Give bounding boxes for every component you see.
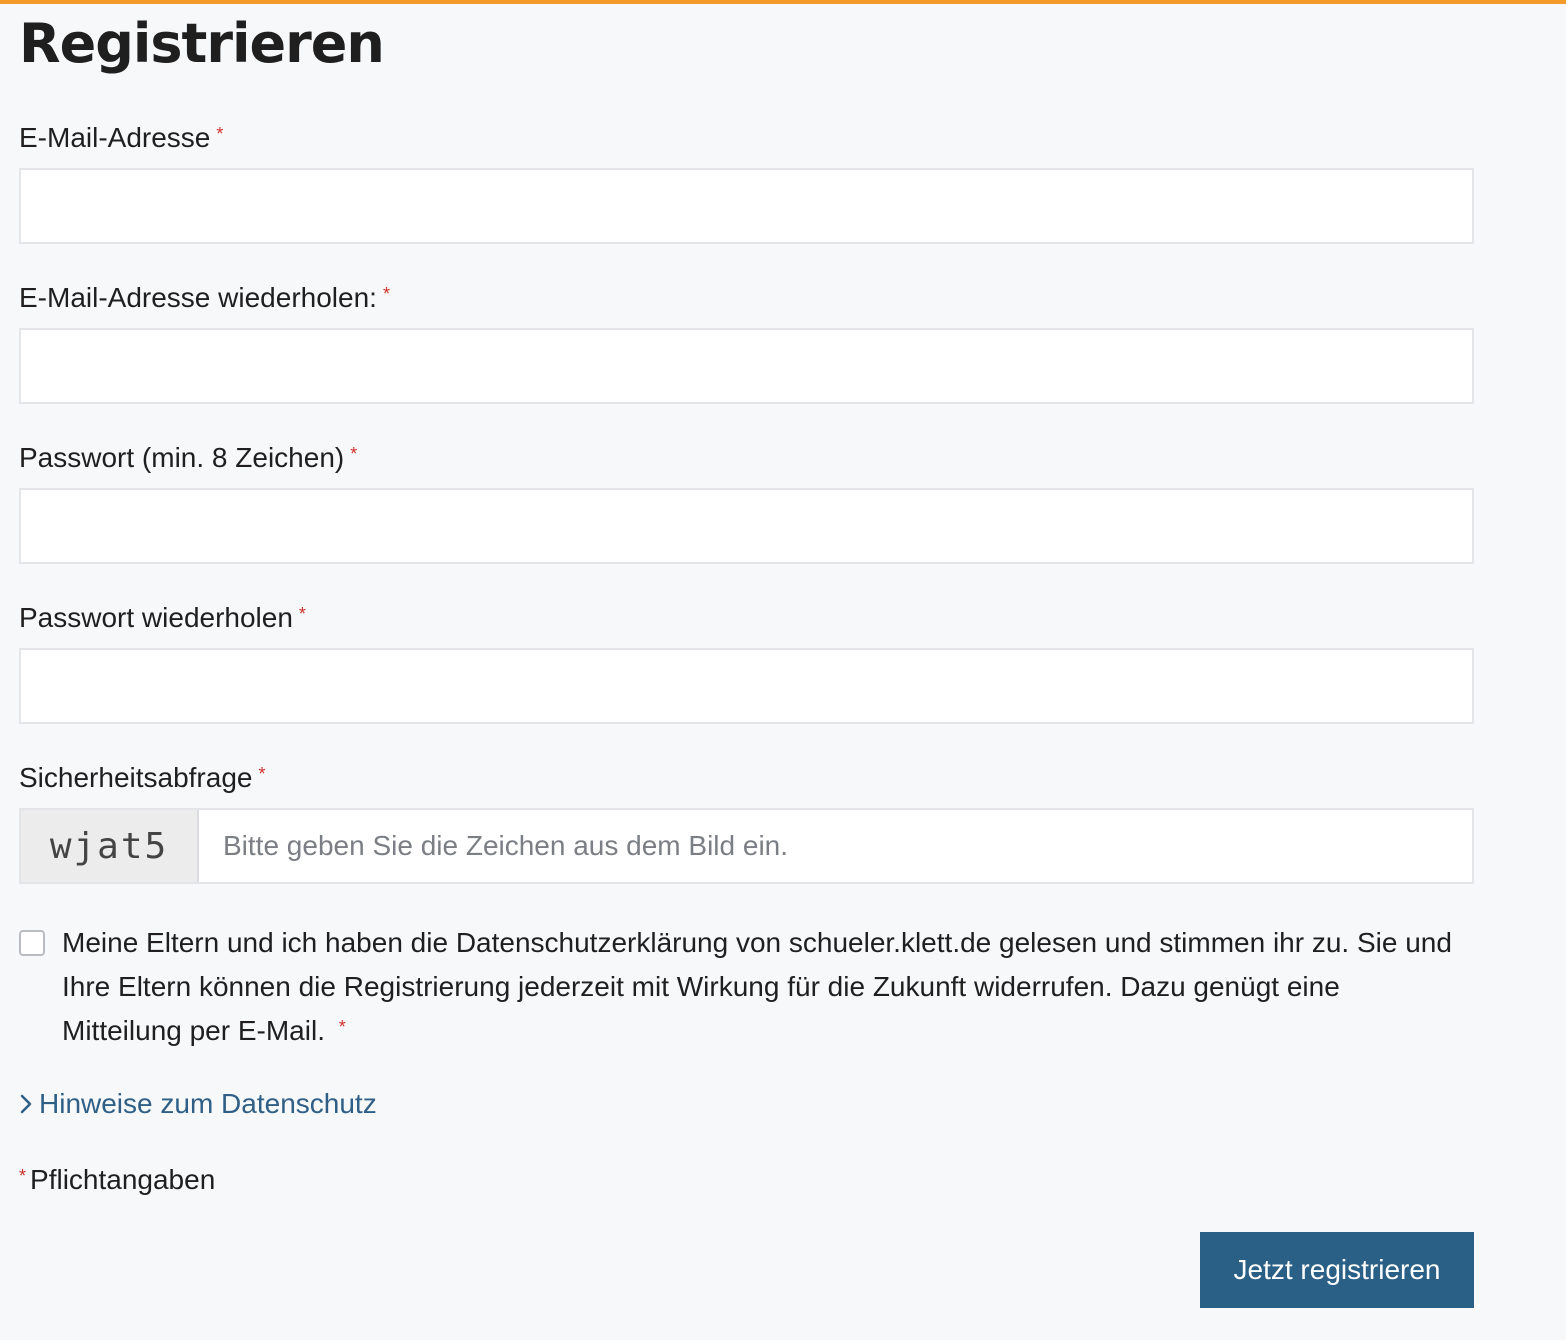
captcha-label-text: Sicherheitsabfrage xyxy=(19,762,253,793)
privacy-notes-link[interactable] xyxy=(19,1086,377,1122)
required-star: * xyxy=(338,1017,346,1037)
required-star: * xyxy=(216,124,224,144)
required-star: * xyxy=(382,284,390,304)
email-repeat-field[interactable] xyxy=(19,328,1474,404)
email-repeat-label-text: E-Mail-Adresse wiederholen: xyxy=(19,282,377,313)
registration-form xyxy=(19,4,1474,1285)
required-star: * xyxy=(258,764,266,784)
page-title: Registrieren xyxy=(19,12,384,75)
password-label-text: Passwort (min. 8 Zeichen) xyxy=(19,442,345,473)
required-star: * xyxy=(19,1166,27,1186)
captcha-image xyxy=(21,810,199,882)
chevron-right-path xyxy=(22,1096,30,1112)
password-repeat-field[interactable] xyxy=(19,648,1474,724)
password-repeat-label-text: Passwort wiederholen xyxy=(19,602,293,633)
register-button[interactable]: Jetzt registrieren xyxy=(1200,1232,1474,1308)
required-note-text: Pflichtangaben xyxy=(30,1164,216,1195)
chevron-right-icon xyxy=(19,1093,33,1115)
captcha-label xyxy=(19,761,266,795)
email-field[interactable] xyxy=(19,168,1474,244)
password-field[interactable] xyxy=(19,488,1474,564)
consent-row xyxy=(19,921,1474,1053)
email-label-text: E-Mail-Adresse xyxy=(19,122,211,153)
email-repeat-label xyxy=(19,281,390,315)
required-star: * xyxy=(298,604,306,624)
privacy-notes-label: Hinweise zum Datenschutz xyxy=(39,1088,377,1119)
captcha-image-text: wjat5 xyxy=(49,825,169,867)
required-star: * xyxy=(350,444,358,464)
required-fields-note xyxy=(19,1162,215,1198)
password-repeat-label xyxy=(19,601,306,635)
consent-text xyxy=(62,921,1462,1053)
captcha-group xyxy=(19,808,1474,884)
email-label xyxy=(19,121,223,155)
captcha-input[interactable] xyxy=(199,810,1472,882)
consent-checkbox[interactable] xyxy=(19,930,45,956)
consent-text-body: Meine Eltern und ich haben die Datenschutzerklärung von schueler.klett.de gelesen und stimmen ihr zu. Sie und Ihre Eltern können die Registrierung jederzeit mit Wirkung für die Zukunft widerrufen. Dazu genügt eine Mitteilung per E-Mail. xyxy=(62,927,1452,1046)
password-label xyxy=(19,441,357,475)
